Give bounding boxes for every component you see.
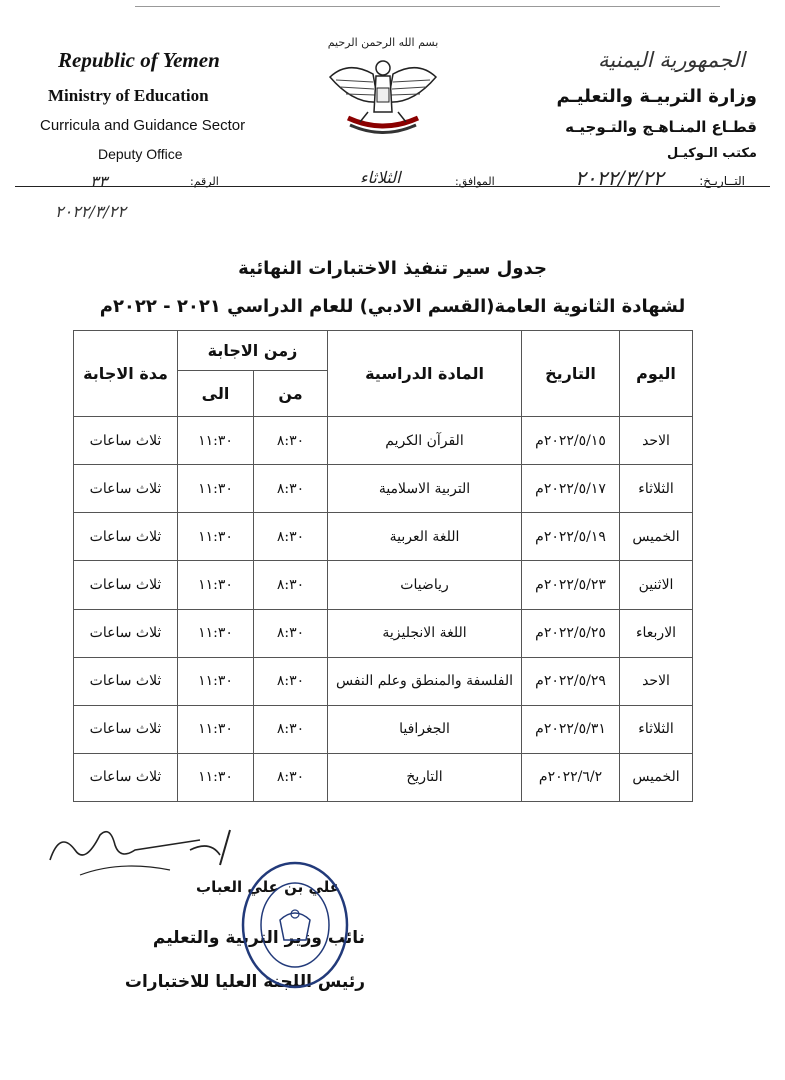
cell-to: ١١:٣٠ [178,657,254,705]
cell-duration: ثلاث ساعات [74,561,178,609]
signatory-committee: رئيس اللجنة العليا للاختبارات [124,972,365,992]
top-rule [135,6,720,7]
cell-duration: ثلاث ساعات [74,705,178,753]
letterhead-office-ar: مكتب الـوكيـل [666,146,757,161]
corresponding-value: الثلاثاء [360,168,401,187]
document-title: جدول سير تنفيذ الاختبارات النهائية [238,258,547,279]
cell-from: ٨:٣٠ [254,561,328,609]
cell-duration: ثلاث ساعات [74,417,178,465]
cell-to: ١١:٣٠ [178,513,254,561]
table-row [74,417,693,465]
cell-from: ٨:٣٠ [254,513,328,561]
reference-value: ٣٣ [90,172,108,191]
cell-day: الاثنين [620,561,693,609]
document-subtitle: لشهادة الثانوية العامة(القسم الادبي) للعام الدراسي ٢٠٢١ - ٢٠٢٢م [99,296,686,317]
letterhead-office-en: Deputy Office [98,146,183,162]
cell-to: ١١:٣٠ [178,465,254,513]
table-row [74,609,693,657]
cell-day: الاحد [620,657,693,705]
cell-duration: ثلاث ساعات [74,753,178,801]
cell-subject: الفلسفة والمنطق وعلم النفس [328,657,522,705]
cell-to: ١١:٣٠ [178,561,254,609]
cell-to: ١١:٣٠ [178,753,254,801]
yemen-eagle-emblem-icon [318,32,448,147]
cell-date: ٢٠٢٢/٥/١٥م [522,417,620,465]
cell-date: ٢٠٢٢/٥/١٩م [522,513,620,561]
cell-day: الاحد [620,417,693,465]
header-day: اليوم [620,331,693,417]
cell-from: ٨:٣٠ [254,465,328,513]
cell-subject: اللغة الانجليزية [328,609,522,657]
cell-duration: ثلاث ساعات [74,465,178,513]
header-duration: مدة الاجابة [74,331,178,417]
cell-subject: التربية الاسلامية [328,465,522,513]
table-row [74,657,693,705]
official-stamp-icon [238,858,353,993]
letterhead-sector-ar: قطـاع المنـاهـج والتـوجيـه [565,118,757,136]
cell-duration: ثلاث ساعات [74,513,178,561]
signatory-name: علي بن علي العباب [196,878,340,896]
cell-day: الثلاثاء [620,705,693,753]
table-row [74,753,693,801]
header-from: من [254,371,328,417]
cell-subject: التاريخ [328,753,522,801]
cell-date: ٢٠٢٢/٥/٣١م [522,705,620,753]
cell-subject: رياضيات [328,561,522,609]
cell-from: ٨:٣٠ [254,609,328,657]
cell-date: ٢٠٢٢/٥/٢٥م [522,609,620,657]
corresponding-label: الموافق: [455,175,495,188]
cell-to: ١١:٣٠ [178,705,254,753]
cell-date: ٢٠٢٢/٥/٢٣م [522,561,620,609]
cell-day: الخميس [620,513,693,561]
cell-date: ٢٠٢٢/٥/١٧م [522,465,620,513]
letterhead-ministry-en: Ministry of Education [48,86,209,105]
reference-label: الرقم: [190,175,219,188]
cell-day: الثلاثاء [620,465,693,513]
cell-duration: ثلاث ساعات [74,609,178,657]
header-to: الى [178,371,254,417]
handwritten-date: ٢٠٢٢/٣/٢٢ [55,202,126,221]
letterhead-sector-en: Curricula and Guidance Sector [40,117,246,134]
letterhead-ministry-ar: وزارة التربيـة والتعليـم [556,86,757,107]
cell-subject: اللغة العربية [328,513,522,561]
cell-to: ١١:٣٠ [178,417,254,465]
letterhead-country-en: Republic of Yemen [58,48,220,72]
header-time: زمن الاجابة [178,331,328,371]
cell-to: ١١:٣٠ [178,609,254,657]
table-row [74,561,693,609]
table-row [74,513,693,561]
table-row [74,465,693,513]
cell-day: الاربعاء [620,609,693,657]
date-value: ٢٠٢٢/٣/٢٢ [575,166,664,190]
cell-from: ٨:٣٠ [254,705,328,753]
emblem-motto: بسم الله الرحمن الرحيم [327,36,439,49]
cell-duration: ثلاث ساعات [74,657,178,705]
cell-day: الخميس [620,753,693,801]
cell-date: ٢٠٢٢/٥/٢٩م [522,657,620,705]
header-date: التاريخ [522,331,620,417]
cell-from: ٨:٣٠ [254,417,328,465]
exam-schedule-table [73,330,693,802]
cell-subject: الجغرافيا [328,705,522,753]
cell-date: ٢٠٢٢/٦/٢م [522,753,620,801]
header-divider [15,186,770,187]
cell-from: ٨:٣٠ [254,657,328,705]
letterhead-country-ar: الجمهورية اليمنية [597,48,745,72]
cell-from: ٨:٣٠ [254,753,328,801]
cell-subject: القرآن الكريم [328,417,522,465]
header-subject: المادة الدراسية [328,331,522,417]
table-row [74,705,693,753]
date-label: التــاريـخ: [699,174,745,188]
signatory-title: نائب وزير التربية والتعليم [152,928,365,948]
